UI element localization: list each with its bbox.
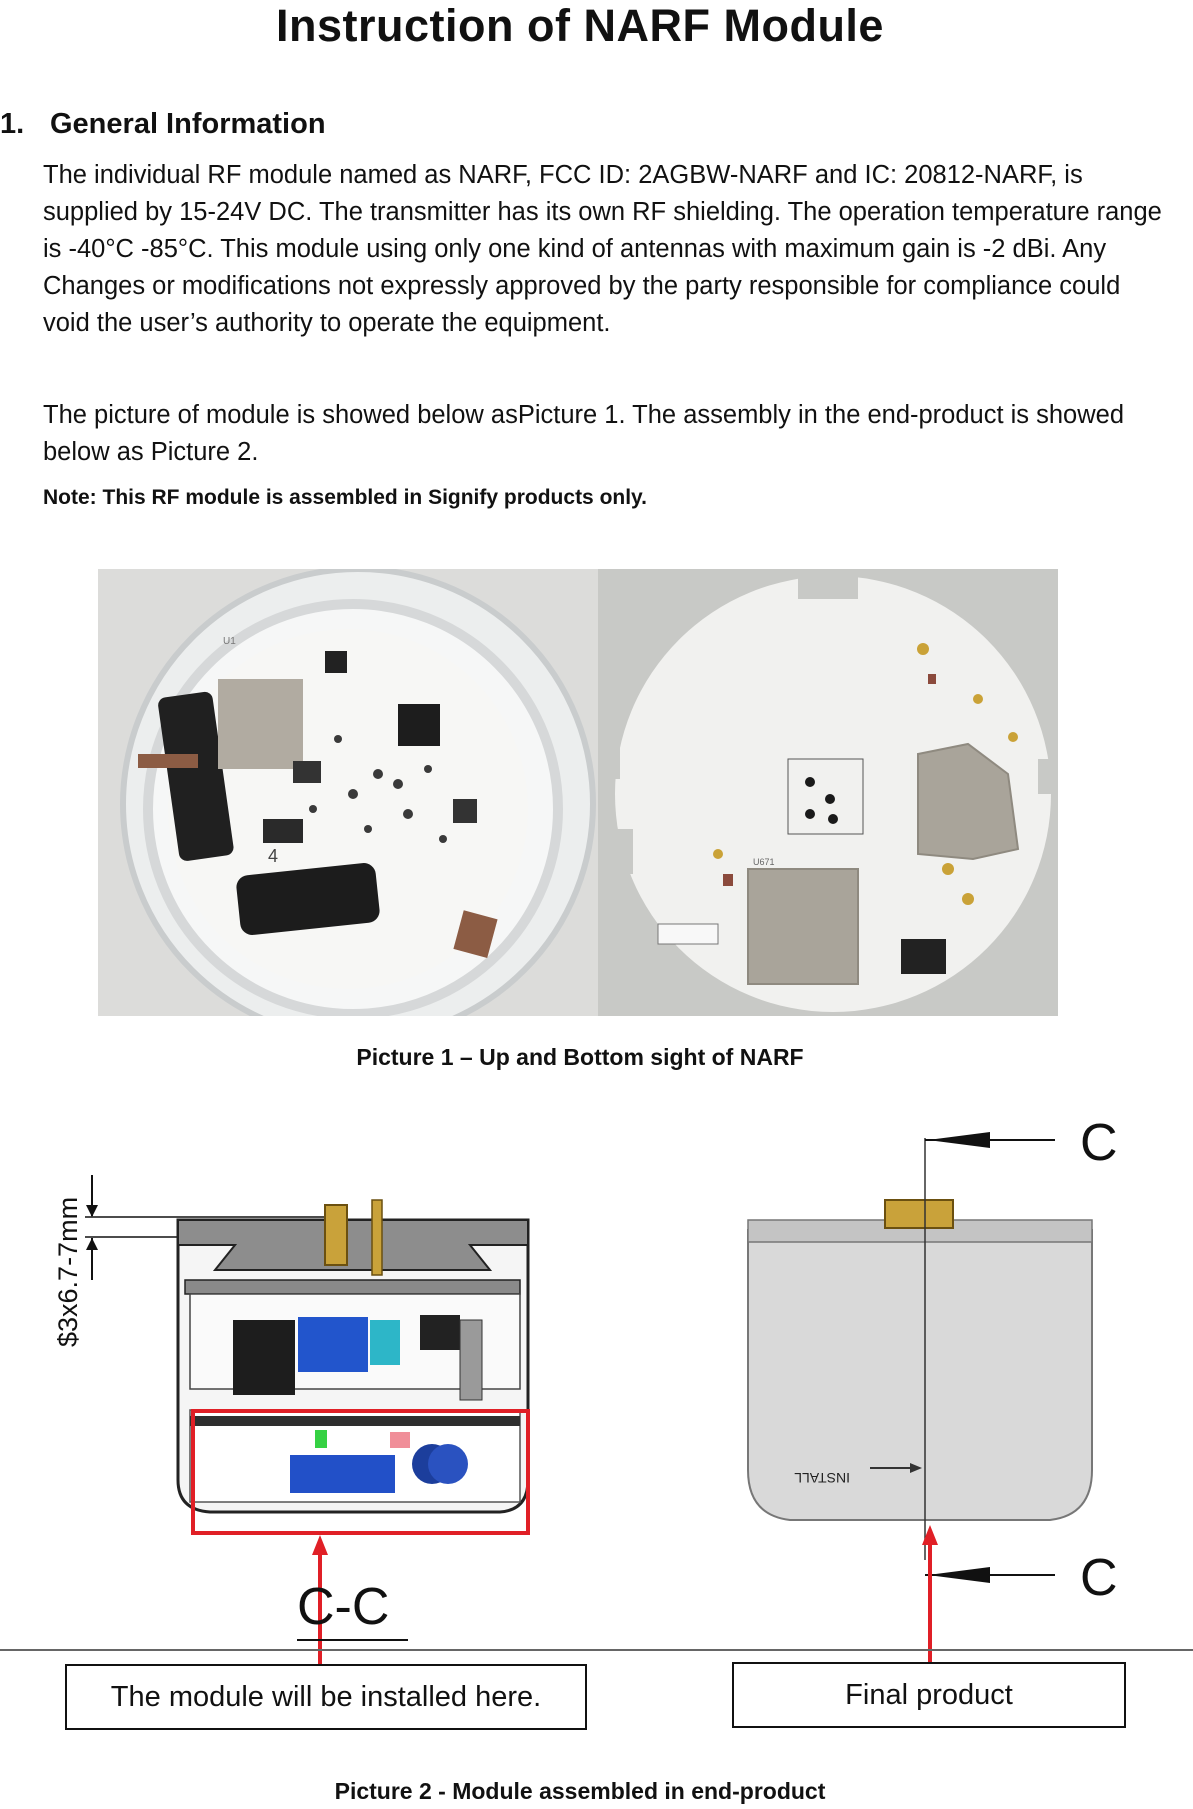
cut-label-top: C xyxy=(1080,1114,1118,1172)
picture2-drawing xyxy=(0,1110,1193,1750)
cut-label-bottom: C xyxy=(1080,1549,1118,1607)
pcb-label-4: 4 xyxy=(268,846,279,866)
section-number: 1. xyxy=(0,108,25,140)
note: Note: This RF module is assembled in Signify products only. xyxy=(43,486,648,509)
picture2-caption: Picture 2 - Module assembled in end-product xyxy=(334,1778,826,1804)
section-heading xyxy=(0,108,326,141)
page-title: Instruction of NARF Module xyxy=(276,0,884,51)
picture1-top-photo xyxy=(98,569,598,1016)
pcb-label-u671: U671 xyxy=(753,857,775,867)
paragraph-pictures: The picture of module is showed below asPicture 1. The assembly in the end-product is showed below as Picture 2. xyxy=(43,401,1125,466)
callout-final-product: Final product xyxy=(732,1662,1126,1728)
picture1-bottom-photo xyxy=(598,569,1058,1016)
dimension-label: $3x6.7-7mm xyxy=(53,1196,83,1347)
section-label: C-C xyxy=(297,1578,390,1636)
paragraph-general: The individual RF module named as NARF, FCC ID: 2AGBW-NARF and IC: 20812-NARF, is supplied by 15-24V DC. The transmitter has its own RF shielding. The operation temperature range is -40°C -85°C. This module using only one kind of antennas with maximum gain is -2 dBi. Any Changes or modifications not expressly approved by the party responsible for compliance could void the user’s authority to operate the equipment. xyxy=(43,161,1162,337)
section-heading-text: General Information xyxy=(50,108,326,140)
callout-module-location: The module will be installed here. xyxy=(65,1664,587,1730)
picture1-caption: Picture 1 – Up and Bottom sight of NARF xyxy=(356,1044,804,1070)
housing-text: INSTALL xyxy=(794,1470,850,1486)
pcb-label-u1: U1 xyxy=(223,636,236,647)
